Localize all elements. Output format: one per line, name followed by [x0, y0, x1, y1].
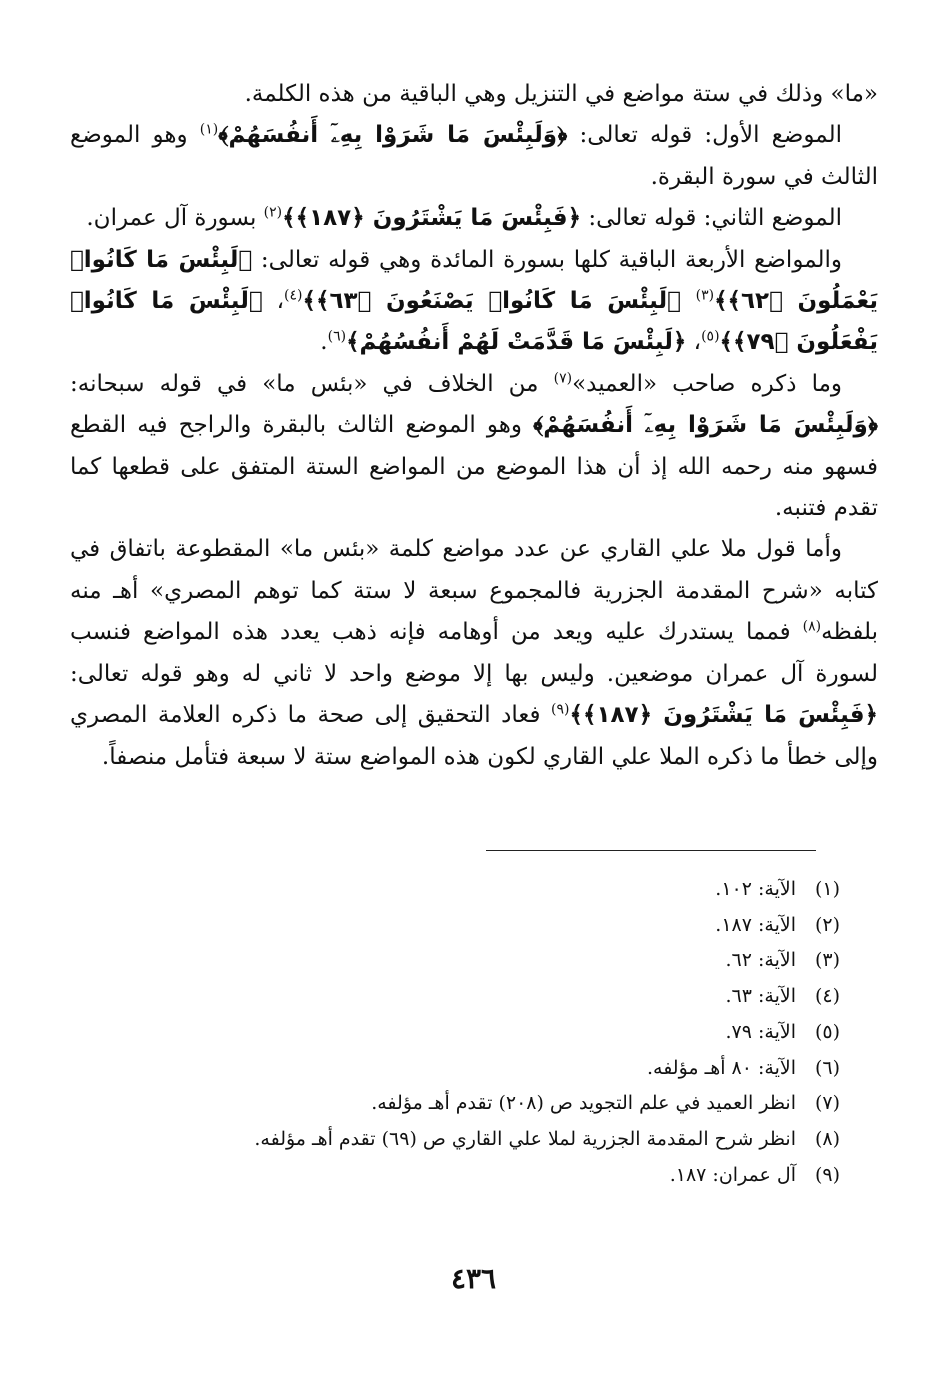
footnote-number: (٥) [814, 1020, 840, 1043]
footnote-number: (١) [814, 878, 840, 900]
footnote-text: الآية: ١٠٢. [715, 878, 796, 900]
footnote-text: الآية: ٦٢. [725, 949, 796, 972]
footnotes [240, 872, 840, 1193]
quran-verse: ﴿فَبِئْسَ مَا يَشْتَرُونَ ﴿١٨٧﴾﴾ [282, 205, 582, 232]
paragraph-text: الموضع الثاني: قوله تعالى: [581, 205, 842, 232]
paragraph-text: وما ذكره صاحب «العميد» [572, 370, 843, 397]
footnote-1 [240, 872, 840, 908]
footnote-ref: (٦) [327, 328, 347, 345]
footnote-number: (٤) [814, 985, 840, 1008]
footnote-ref: (٨) [802, 618, 822, 635]
paragraph-text: وأما قول ملا علي القاري عن عدد مواضع كلمة «بئس ما» المقطوعة باتفاق في كتابه «شرح المقدمة الجزرية فالمجموع سبعة لا ستة كما توهم المصري» أهـ منه بلفظه [70, 536, 878, 646]
main-text [70, 74, 878, 778]
footnote-4 [240, 979, 840, 1015]
footnote-text: انظر العميد في علم التجويد ص (٢٠٨) تقدم أهـ مؤلفه. [371, 1092, 796, 1115]
quran-verse: ﴿لَبِئْسَ مَا كَانُوا۟ يَفْعَلُونَ ﴿٧٩﴾﴾ [70, 288, 878, 356]
footnote-text: الآية: ٧٩. [725, 1020, 796, 1043]
quran-verse: ﴿فَبِئْسَ مَا يَشْتَرُونَ ﴿١٨٧﴾﴾ [569, 702, 878, 729]
footnote-divider [486, 850, 816, 851]
footnote-ref: (٧) [553, 370, 573, 387]
footnote-6 [240, 1051, 840, 1087]
paragraph-text: بسورة آل عمران. [86, 205, 264, 232]
paragraph-text: وهو الموضع الثالث بالبقرة والراجح فيه القطع فسهو منه رحمه الله إذ أن هذا الموضع من المواضع الستة المتفق على قطعها كما تقدم فتنبه. [70, 412, 878, 522]
paragraph-text: والمواضع الأربعة الباقية كلها بسورة المائدة وهي قوله تعالى: [252, 246, 842, 273]
footnote-number: (٣) [814, 949, 840, 972]
footnote-ref: (٩) [551, 701, 570, 718]
footnote-2 [240, 908, 840, 944]
paragraph-text: «ما» وذلك في ستة مواضع في التنزيل وهي الباقية من هذه الكلمة. [244, 81, 878, 107]
paragraph-5 [70, 364, 878, 530]
paragraph-text: وهو الموضع الثالث في سورة البقرة. [70, 122, 878, 190]
paragraph-6 [70, 529, 878, 777]
footnote-text: الآية: ٦٣. [725, 985, 796, 1008]
footnote-7 [240, 1086, 840, 1122]
paragraph-4 [70, 240, 878, 364]
footnote-5 [240, 1015, 840, 1051]
quran-verse: ﴿لَبِئْسَ مَا كَانُوا۟ يَصْنَعُونَ ﴿٦٣﴾﴾ [302, 288, 696, 315]
footnote-8 [240, 1122, 840, 1158]
paragraph-text: من الخلاف في «بئس ما» في قوله سبحانه: [70, 370, 554, 397]
footnote-text: انظر شرح المقدمة الجزرية لملا علي القاري ص (٦٩) تقدم أهـ مؤلفه. [254, 1127, 796, 1150]
footnote-number: (٦) [814, 1056, 840, 1079]
footnote-ref: (١) [199, 121, 219, 138]
footnote-text: الآية: ٨٠ أهـ مؤلفه. [646, 1056, 796, 1079]
footnote-3 [240, 943, 840, 979]
quran-verse: ﴿لَبِئْسَ مَا قَدَّمَتْ لَهُمْ أَنفُسُهُمْ﴾ [346, 329, 687, 356]
paragraph-text: فمما يستدرك عليه ويعد من أوهامه فإنه ذهب يعدد هذه المواضع فنسب لسورة آل عمران موضعين. وليس بها إلا موضع واحد لا ثاني له وهو قوله تعالى: [70, 619, 878, 687]
paragraph-2 [70, 115, 878, 198]
paragraph-text: الموضع الأول: قوله تعالى: [567, 122, 842, 149]
footnote-number: (٧) [814, 1092, 840, 1115]
footnote-ref: (٣) [695, 287, 715, 304]
separator: ، [262, 288, 285, 315]
quran-verse: ﴿وَلَبِئْسَ مَا شَرَوْا بِهِۦٓ أَنفُسَهُمْ﴾ [218, 122, 568, 149]
footnote-number: (٢) [814, 913, 840, 936]
footnote-ref: (٥) [701, 328, 720, 345]
paragraph-1 [70, 74, 878, 115]
footnote-ref: (٤) [284, 287, 303, 304]
footnote-text: الآية: ١٨٧. [715, 913, 796, 936]
page-number: ٤٣٦ [450, 1262, 497, 1295]
paragraph-text: فعاد التحقيق إلى صحة ما ذكره العلامة المصري وإلى خطأ ما ذكره الملا علي القاري لكون هذه المواضع ستة لا سبعة فتأمل منصفاً. [70, 702, 878, 770]
separator: ، [686, 329, 702, 356]
footnote-number: (٨) [814, 1127, 840, 1150]
footnote-9 [240, 1158, 840, 1194]
footnote-text: آل عمران: ١٨٧. [669, 1163, 796, 1186]
paragraph-3 [70, 198, 878, 239]
footnote-ref: (٢) [263, 204, 283, 221]
quran-verse: ﴿لَبِئْسَ مَا كَانُوا۟ يَعْمَلُونَ ﴿٦٢﴾﴾ [70, 246, 879, 315]
footnote-number: (٩) [814, 1163, 840, 1186]
paragraph-end: . [320, 329, 328, 356]
quran-verse: ﴿وَلَبِئْسَ مَا شَرَوْا بِهِۦٓ أَنفُسَهُمْ﴾ [533, 412, 878, 439]
